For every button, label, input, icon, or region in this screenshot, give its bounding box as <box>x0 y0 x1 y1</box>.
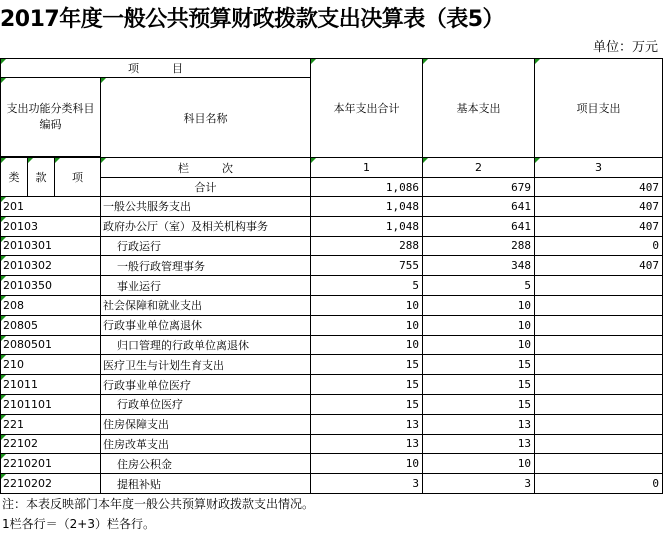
table-row <box>1 256 663 276</box>
header-lei: 类 <box>1 158 28 197</box>
row-code: 208 <box>1 295 101 315</box>
row-name: 一般行政管理事务 <box>101 256 311 276</box>
table-row <box>1 335 663 355</box>
row-code: 2101101 <box>1 394 101 414</box>
row-total: 13 <box>311 414 423 434</box>
row-basic: 10 <box>423 315 535 335</box>
row-total: 288 <box>311 236 423 256</box>
row-name: 事业运行 <box>101 276 311 296</box>
note-2: 1栏各行＝（2+3）栏各行。 <box>2 517 155 531</box>
row-total: 15 <box>311 375 423 395</box>
row-basic: 10 <box>423 335 535 355</box>
table-row <box>1 434 663 454</box>
row-name: 住房改革支出 <box>101 434 311 454</box>
row-basic: 13 <box>423 434 535 454</box>
row-name: 住房保障支出 <box>101 414 311 434</box>
table-row <box>1 355 663 375</box>
row-name: 一般公共服务支出 <box>101 197 311 217</box>
row-basic: 15 <box>423 394 535 414</box>
row-basic: 641 <box>423 216 535 236</box>
row-code: 22102 <box>1 434 101 454</box>
row-project <box>535 315 663 335</box>
row-total: 3 <box>311 474 423 494</box>
header-func-code: 支出功能分类科目编码 <box>1 78 101 157</box>
header-total: 本年支出合计 <box>311 59 423 158</box>
col-index-3: 3 <box>535 158 663 178</box>
row-total: 1,048 <box>311 197 423 217</box>
row-project <box>535 295 663 315</box>
row-project <box>535 276 663 296</box>
table-row <box>1 414 663 434</box>
row-total: 15 <box>311 394 423 414</box>
table-row <box>1 474 663 494</box>
header-basic: 基本支出 <box>423 59 535 158</box>
total-total: 1,086 <box>311 178 423 197</box>
table-row <box>1 315 663 335</box>
row-project: 407 <box>535 197 663 217</box>
row-code: 2080501 <box>1 335 101 355</box>
table-row <box>1 454 663 474</box>
row-total: 13 <box>311 434 423 454</box>
col-index-2: 2 <box>423 158 535 178</box>
row-total: 15 <box>311 355 423 375</box>
row-basic: 15 <box>423 375 535 395</box>
notes <box>0 494 664 534</box>
row-basic: 5 <box>423 276 535 296</box>
row-project <box>535 355 663 375</box>
row-project: 407 <box>535 256 663 276</box>
table-row <box>1 295 663 315</box>
row-total: 10 <box>311 315 423 335</box>
row-project: 407 <box>535 216 663 236</box>
row-name: 归口管理的行政单位离退休 <box>101 335 311 355</box>
row-basic: 3 <box>423 474 535 494</box>
table-row <box>1 375 663 395</box>
row-name: 行政运行 <box>101 236 311 256</box>
table-row <box>1 276 663 296</box>
total-label: 合计 <box>101 178 311 197</box>
row-name: 行政事业单位医疗 <box>101 375 311 395</box>
row-code: 201 <box>1 197 101 217</box>
row-project <box>535 434 663 454</box>
row-basic: 15 <box>423 355 535 375</box>
header-kuan: 款 <box>28 158 55 197</box>
row-name: 住房公积金 <box>101 454 311 474</box>
row-code: 2010350 <box>1 276 101 296</box>
table-row <box>1 197 663 217</box>
total-basic: 679 <box>423 178 535 197</box>
note-1: 注：本表反映部门本年度一般公共预算财政拨款支出情况。 <box>2 497 315 511</box>
header-lanci: 栏 次 <box>101 158 311 178</box>
row-code: 20103 <box>1 216 101 236</box>
report-title: 2017年度一般公共预算财政拨款支出决算表（表5） <box>0 7 505 32</box>
row-name: 政府办公厅（室）及相关机构事务 <box>101 216 311 236</box>
row-code: 2210201 <box>1 454 101 474</box>
row-total: 5 <box>311 276 423 296</box>
row-project <box>535 375 663 395</box>
row-basic: 641 <box>423 197 535 217</box>
row-name: 社会保障和就业支出 <box>101 295 311 315</box>
row-basic: 10 <box>423 454 535 474</box>
row-total: 10 <box>311 335 423 355</box>
row-total: 755 <box>311 256 423 276</box>
row-code: 21011 <box>1 375 101 395</box>
header-item: 项 目 <box>1 59 311 78</box>
expenditure-table <box>0 58 663 494</box>
row-name: 行政单位医疗 <box>101 394 311 414</box>
row-code: 221 <box>1 414 101 434</box>
unit-label: 单位：万元 <box>592 40 658 55</box>
row-code: 20805 <box>1 315 101 335</box>
row-total: 10 <box>311 454 423 474</box>
table-row <box>1 216 663 236</box>
header-subject-name: 科目名称 <box>101 78 311 158</box>
header-project: 项目支出 <box>535 59 663 158</box>
row-name: 行政事业单位离退休 <box>101 315 311 335</box>
table-row <box>1 236 663 256</box>
row-project <box>535 394 663 414</box>
row-code: 210 <box>1 355 101 375</box>
row-code: 2010301 <box>1 236 101 256</box>
col-index-1: 1 <box>311 158 423 178</box>
total-project: 407 <box>535 178 663 197</box>
row-basic: 10 <box>423 295 535 315</box>
row-code: 2210202 <box>1 474 101 494</box>
row-project <box>535 454 663 474</box>
row-project <box>535 414 663 434</box>
row-code: 2010302 <box>1 256 101 276</box>
row-total: 10 <box>311 295 423 315</box>
row-basic: 13 <box>423 414 535 434</box>
row-project <box>535 335 663 355</box>
row-basic: 348 <box>423 256 535 276</box>
row-project: 0 <box>535 474 663 494</box>
header-xiang: 项 <box>55 158 101 197</box>
row-total: 1,048 <box>311 216 423 236</box>
row-name: 提租补贴 <box>101 474 311 494</box>
row-project: 0 <box>535 236 663 256</box>
table-row <box>1 394 663 414</box>
row-basic: 288 <box>423 236 535 256</box>
row-name: 医疗卫生与计划生育支出 <box>101 355 311 375</box>
